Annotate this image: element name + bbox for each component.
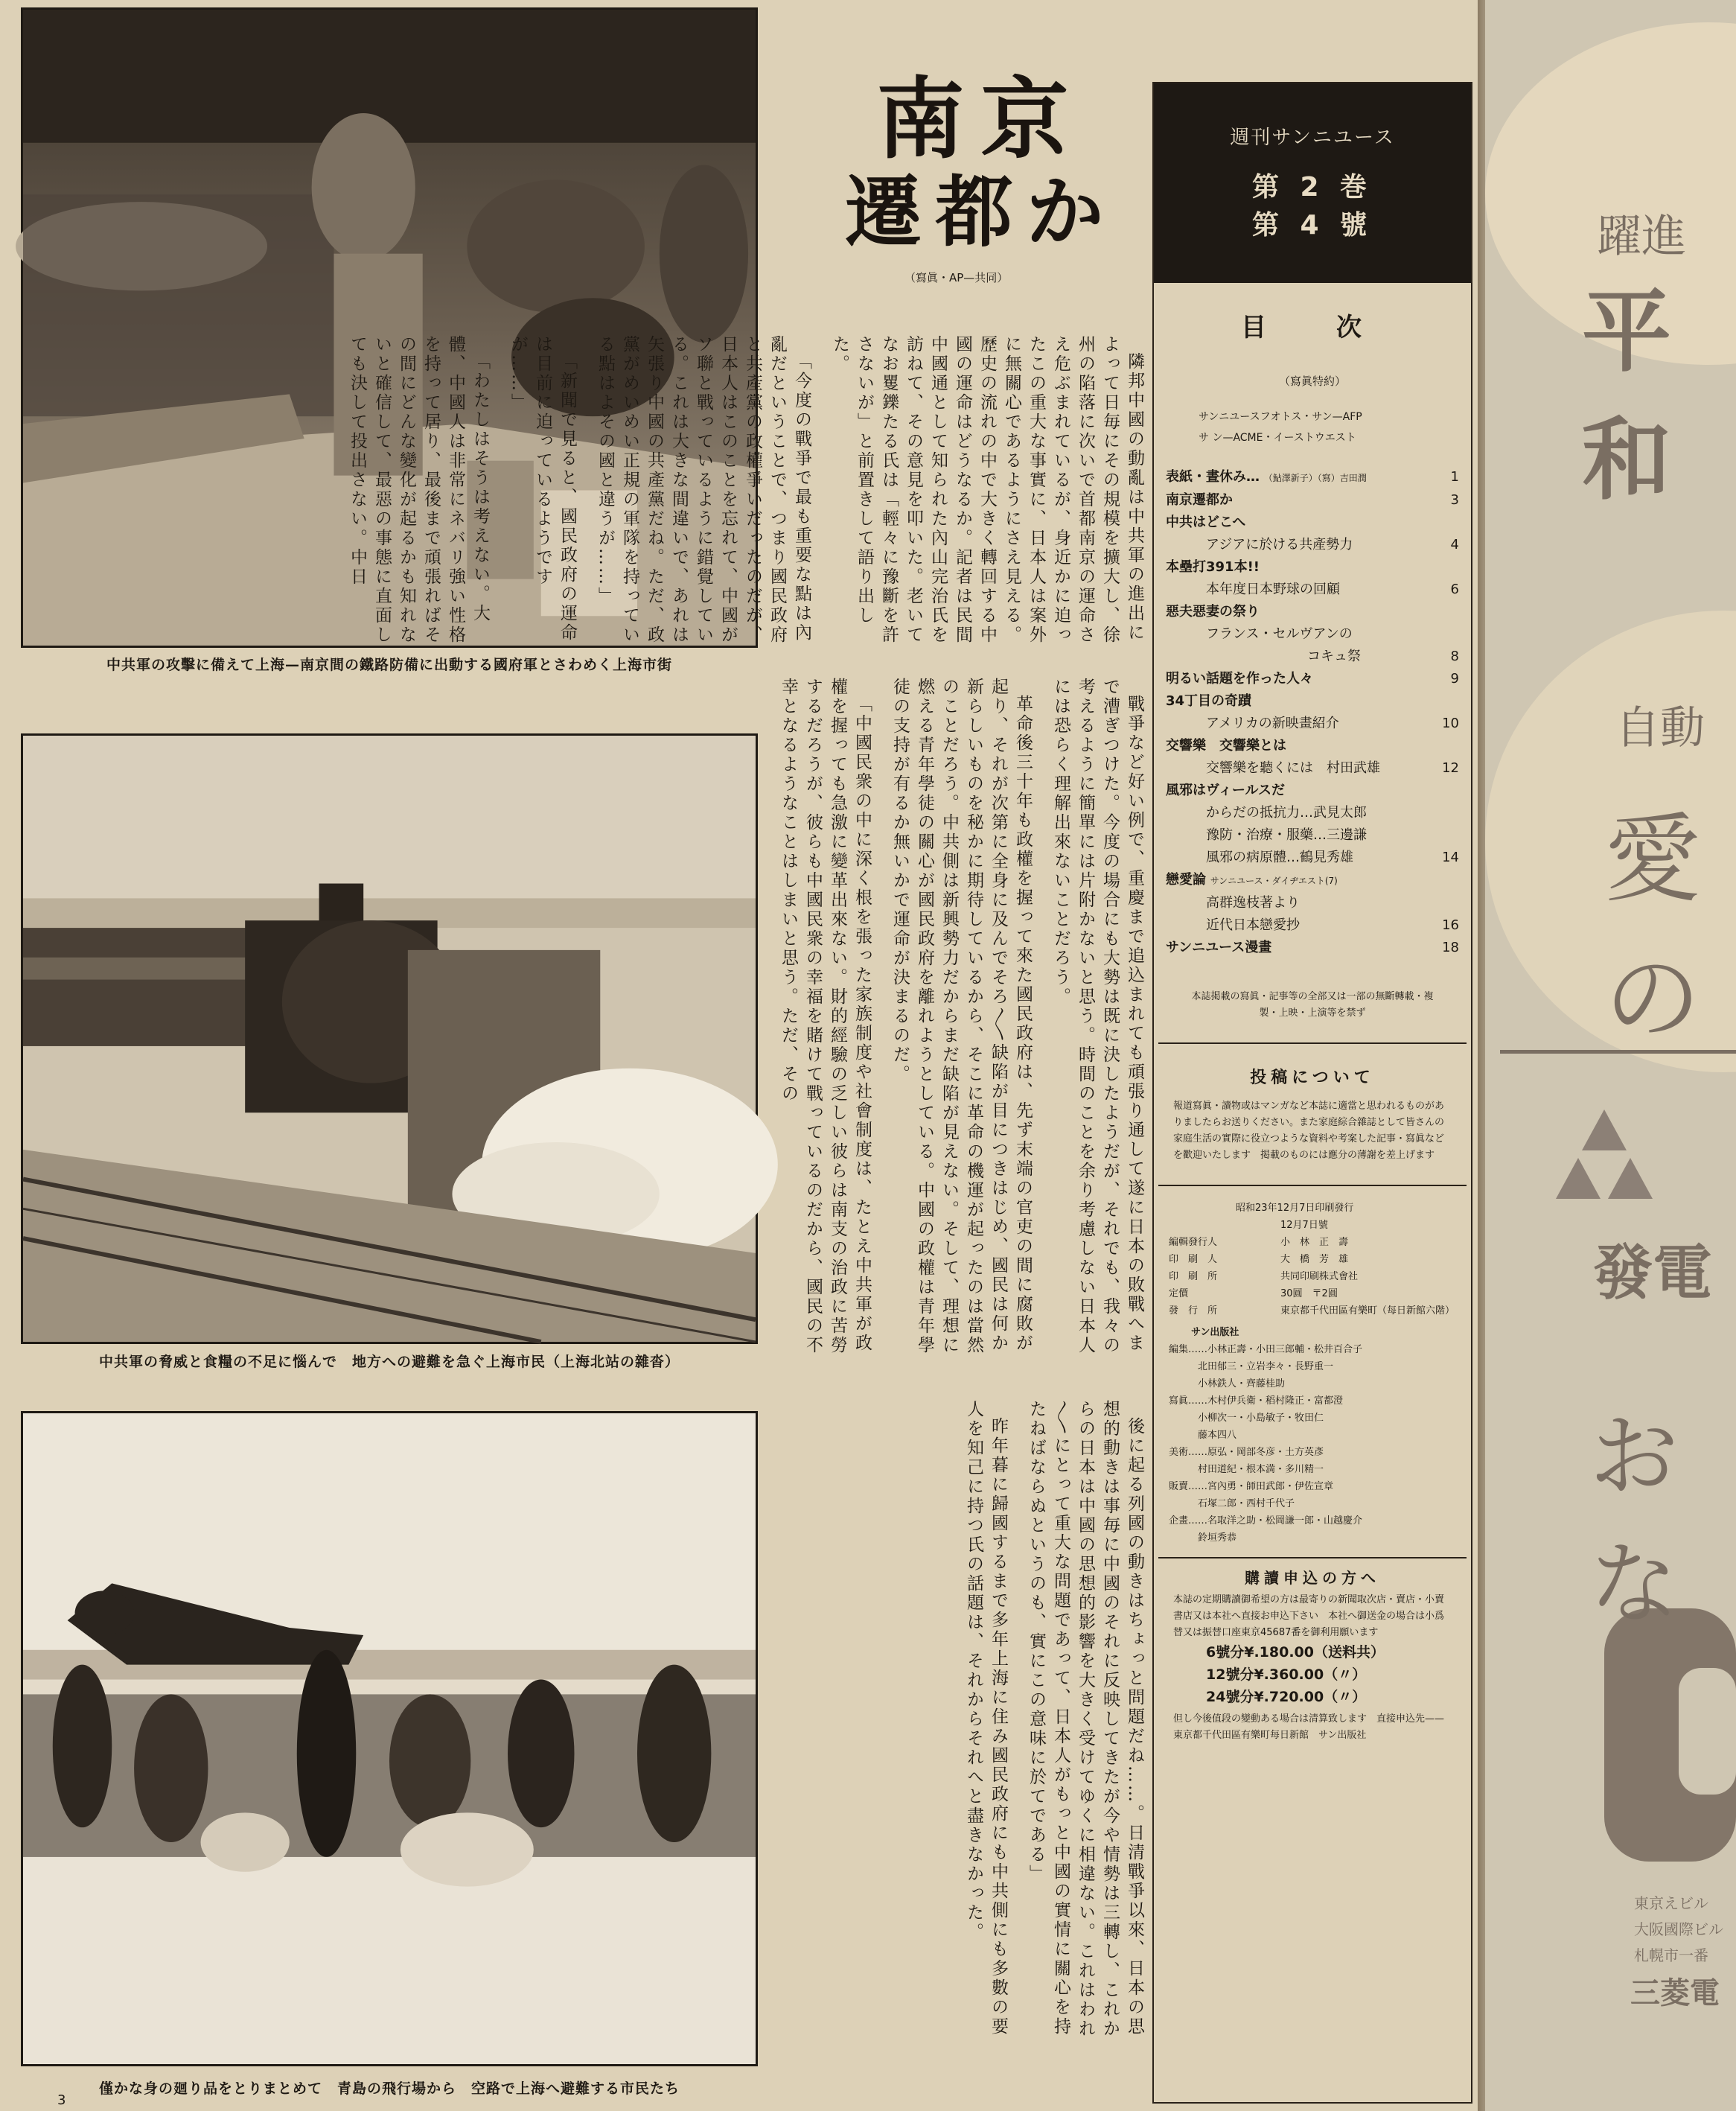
toc-item[interactable]: アメリカの新映畫紹介 10 <box>1206 716 1459 731</box>
publisher: サン出版社 <box>1191 1327 1239 1338</box>
facing-page-ad <box>1485 0 1736 2111</box>
article-paragraph: 隣邦中國の動亂は中共軍の進出によって日毎にその規模を擴大し、徐州の陷落に次いで首都南京の運命さえ危ぶまれているが、身近かに迫ったこの重大な事實に、日本人は案外に無關心であるようにさえ見える。歷史の流れの中で大きく轉回する中國の運命はどうなるか。記者は民間中國通として知られた內山完治氏を訪ねて、その意見を叩いた。老いてなお矍鑠たる氏は「輕々に豫斷を許さないが」と前置きして語り出した。 <box>830 335 1144 645</box>
issue-date: 12月7日號 <box>1280 1220 1328 1231</box>
headline-line-2: 遷都か <box>844 167 1117 258</box>
staff-line: 藤本四八 <box>1169 1430 1237 1441</box>
toc-item[interactable]: 交響樂 交響樂とは <box>1166 738 1286 754</box>
staff-line: 販賣……宮內勇・師田武郎・伊佐宣章 <box>1169 1481 1334 1492</box>
contribution-title: 投稿について <box>1250 1069 1375 1087</box>
staff-line: 小林鉄人・齊藤桂助 <box>1169 1378 1286 1389</box>
toc-item[interactable]: 本年度日本野球の回顧 6 <box>1206 582 1459 597</box>
ad-text: 平和 <box>1582 279 1671 512</box>
colophon-row: 定價 30圓 〒2圓 <box>1169 1288 1338 1299</box>
article-body-lower <box>782 1400 1146 2055</box>
ad-text: 三菱電 <box>1630 1975 1720 2010</box>
subscription-title: 購讀申込の方へ <box>1245 1569 1380 1587</box>
ad-text: 愛の <box>1604 803 1702 1055</box>
ad-text: おな <box>1589 1405 1679 1637</box>
article-paragraph: 戰爭など好い例で、重慶まで追込まれても頑張り通して遂に日本の敗戰へまで漕ぎつけた。今度の場合にも大勢は既に決したようだが、それでも、我々の考えるように簡單には片附かないと思う。時間のことを余り考慮しない日本人には恐らく理解出來ないことだろう。 <box>1051 678 1144 1355</box>
headline-line-1: 南京 <box>876 68 1085 171</box>
article-paragraph: 昨年暮に歸國するまで多年上海に住み國民政府にも中共側にも多數の要人を知己に持つ氏の話題は、それからそれへと盡きなかった。 <box>964 1400 1008 2037</box>
subscription-footer: 但し今後值段の變動ある場合は清算致します 直接申込先——東京都千代田區有樂町每日新館 サン出版社 <box>1173 1713 1445 1741</box>
toc-item[interactable]: 34丁目の奇蹟 <box>1166 693 1252 709</box>
staff-line: 美術……原弘・岡部冬彦・土方英彥 <box>1169 1447 1324 1458</box>
ad-text: 東京えビル <box>1634 1894 1708 1912</box>
price-6: 6號分¥.180.00（送料共） <box>1206 1644 1385 1661</box>
ad-text: 札幌市一番 <box>1634 1946 1708 1964</box>
toc-item[interactable]: 交響樂を聽くには 村田武雄 12 <box>1206 760 1459 776</box>
ad-text: 自動 <box>1615 702 1705 754</box>
photo-caption-3: 僅かな身の廻り品をとりまとめて 青島の飛行場から 空路で上海へ避難する市民たち <box>98 2080 680 2097</box>
photo-source: サンニユースフオトス・サン—AFP <box>1199 411 1362 423</box>
staff-line: 寫眞……木村伊兵衛・稻村隆正・富都澄 <box>1169 1395 1344 1407</box>
page-number: 3 <box>57 2092 66 2108</box>
staff-line: 小柳次一・小島敏子・牧田仁 <box>1169 1413 1324 1424</box>
price-24: 24號分¥.720.00（〃） <box>1206 1689 1367 1705</box>
toc-item[interactable]: 中共はどこへ <box>1166 515 1246 530</box>
toc-item[interactable]: サンニユース漫畫 18 <box>1166 940 1459 955</box>
colophon <box>1154 1200 1471 1547</box>
toc-item[interactable]: 南京遷都か 3 <box>1166 492 1459 508</box>
colophon-row: 印 刷 人 大 橋 芳 雄 <box>1169 1254 1349 1265</box>
toc-item[interactable]: 惡夫惡妻の祭り <box>1166 604 1260 620</box>
staff-line: 北田郁三・立岩李々・長野重一 <box>1169 1361 1334 1372</box>
article-paragraph: 「今度の戰爭で最も重要な點は內亂だということで、つまり國民政府と共產黨の政權爭いだったのだが、日本人はこのことを忘れて、中國がソ聯と戰っているように錯覺している。これは大きな間違いで、あれは矢張り中國の共產黨だね。ただ、政黨がめいめい正規の軍隊を持っている點はよその國と違うが……」 <box>596 335 811 645</box>
magazine-masthead <box>1154 83 1471 283</box>
photo-credit-label: （寫眞特約） <box>1278 375 1346 388</box>
price-12: 12號分¥.360.00（〃） <box>1206 1666 1367 1683</box>
ad-text: 發電 <box>1593 1238 1712 1308</box>
table-of-contents <box>1152 82 1472 2104</box>
divider <box>1158 1557 1467 1558</box>
toc-item[interactable]: 明るい話題を作った人々 9 <box>1166 671 1459 687</box>
toc-item[interactable]: からだの抵抗力…武見太郎 <box>1206 805 1367 821</box>
staff-line: 村田道紀・根本満・多川精一 <box>1169 1464 1324 1475</box>
toc-item[interactable]: 風邪はヴィールスだ <box>1166 783 1286 798</box>
staff-line: 石塚二郎・西村千代子 <box>1169 1498 1295 1509</box>
toc-item[interactable]: コキュ祭 8 <box>1307 649 1459 664</box>
issue-number: 第 4 號 <box>1251 210 1373 241</box>
photo-airfield-qingdao <box>21 1411 758 2066</box>
print-date: 昭和23年12月7日印刷發行 <box>1236 1203 1354 1214</box>
toc-list <box>1154 466 1471 959</box>
magazine-name: 週刊サンニユース <box>1230 127 1395 149</box>
colophon-row: 印 刷 所 共同印刷株式會社 <box>1169 1271 1359 1282</box>
photo-caption-1: 中共軍の攻擊に備えて上海—南京間の鐵路防備に出動する國府軍とさわめく上海市街 <box>106 657 672 673</box>
photo-source: サ ン—ACME・イーストウエスト <box>1199 432 1356 444</box>
article-body-middle <box>779 678 1146 1370</box>
divider <box>1158 1185 1467 1186</box>
colophon-row: 編輯發行人 小 林 正 壽 <box>1169 1237 1349 1248</box>
toc-item[interactable]: アジアに於ける共產勢力 4 <box>1206 537 1459 553</box>
ad-text: 大阪國際ビル <box>1634 1920 1723 1938</box>
article-paragraph: 「わたしはそうは考えない。大體、中國人は非常にネバリ強い性格を持って居り、最後まで頑張ればその間にどんな變化が起るかも知れないと確信して、最惡の事態に直面しても決して投出さない。中日 <box>348 335 490 645</box>
staff-line: 企畫……名取洋之助・松岡謙一郎・山越慶介 <box>1169 1515 1363 1526</box>
article-paragraph: 「中國民衆の中に深く根を張った家族制度や社會制度は、たとえ中共軍が政權を握っても急激に變革出來ない。財的經驗の乏しい彼らは南支の治政に苦勞するだろうが、彼らも中國民衆の幸福を賭けて戰っているのだから、國民の不幸となるようなことはしまいと思う。ただ、その <box>779 678 872 1355</box>
toc-item[interactable]: 近代日本戀愛抄 16 <box>1206 917 1459 933</box>
photo-train-station <box>21 733 758 1344</box>
toc-item[interactable]: 表紙・晝休み… （鮎澤新子）（寫）吉田潤 1 <box>1166 469 1459 485</box>
toc-item[interactable]: 戀愛論 サンニユース・ダイヂエスト(7) <box>1166 872 1338 888</box>
article-paragraph: 「新聞で見ると、國民政府の運命は目前に迫っているようですが……」 <box>508 335 577 643</box>
copyright-note: 本誌掲載の寫眞・記事等の全部又は一部の無斷轉載・複製・上映・上演等を禁ず <box>1191 991 1434 1019</box>
photo-caption-2: 中共軍の脅威と食糧の不足に惱んで 地方への避難を急ぐ上海市民（上海北站の雜沓） <box>98 1354 680 1370</box>
article-body-upper <box>348 335 1146 648</box>
volume-number: 第 2 巻 <box>1251 172 1373 203</box>
staff-line: 編集……小林正壽・小田三郎輔・松井百合子 <box>1169 1344 1363 1355</box>
subscription-prices <box>1154 1641 1471 1708</box>
article-headline <box>815 68 1146 258</box>
colophon-row: 發 行 所 東京都千代田區有樂町（每日新館六階） <box>1169 1305 1455 1316</box>
ad-text: 躍進 <box>1597 211 1686 263</box>
divider <box>1158 1042 1467 1044</box>
subscription-text: 本誌の定期購讀御希望の方は最寄りの新聞取次店・賣店・小賣書店又は本社へ直接お申込下さい 本社へ御送金の場合は小爲替又は振替口座東京45687番を御利用願います <box>1173 1594 1445 1638</box>
toc-item[interactable]: 風邪の病原體…鶴見秀雄 14 <box>1206 850 1459 865</box>
photo-credit: （寫眞・AP—共同） <box>904 271 1009 284</box>
toc-item[interactable]: 高群逸枝著より <box>1206 895 1300 911</box>
contribution-text: 報道寫眞・讀物或はマンガなど本誌に適當と思われるものがありましたらお送りください。また家庭綜合雜誌として皆さんの家庭生活の實際に役立つような資料や考案した記事・寫眞などを歡迎いたします 掲載のものには應分の薄謝を差上げます <box>1173 1101 1445 1161</box>
photo-sources <box>1154 407 1471 448</box>
article-paragraph: 後に起る列國の動きはちょっと問題だね……。日清戰爭以來、日本の思想的動きは事毎に中國のそれに反映してきたが今や情勢は三轉し、これからの日本は中國の思想的影響を大きく受けてゆくに相違ない。これはわれ〳〵にとって重大な問題であって、日本人がもっと中國の實情に關心を持たねばならぬというのも、實にこの意味に於てである」 <box>1027 1400 1144 2039</box>
staff-line: 鈴垣秀恭 <box>1169 1532 1237 1544</box>
toc-item[interactable]: 豫防・治療・服藥…三邊謙 <box>1206 827 1367 843</box>
article-paragraph: 革命後三十年も政權を握って來た國民政府は、先ず末端の官吏の間に腐敗が起り、それが次第に全身に及んでそろ〳〵缺陷が目につきはじめ、國民は何か新らしいものを秘かに期待しているから、そこに革命の機運が起ったのは當然のことだろう。中共側は新興勢力だからまだ缺陷が見えない。そして、理想に燃える青年學徒の關心が國民政府を離れようとしている。中國の政權は青年學徒の支持が有るか無いかで運命が決まるのだ。 <box>890 678 1033 1355</box>
toc-item[interactable]: フランス・セルヴアンの <box>1206 626 1353 642</box>
toc-item[interactable]: 本壘打391本!! <box>1166 559 1260 575</box>
toc-title: 目 次 <box>1241 313 1384 343</box>
